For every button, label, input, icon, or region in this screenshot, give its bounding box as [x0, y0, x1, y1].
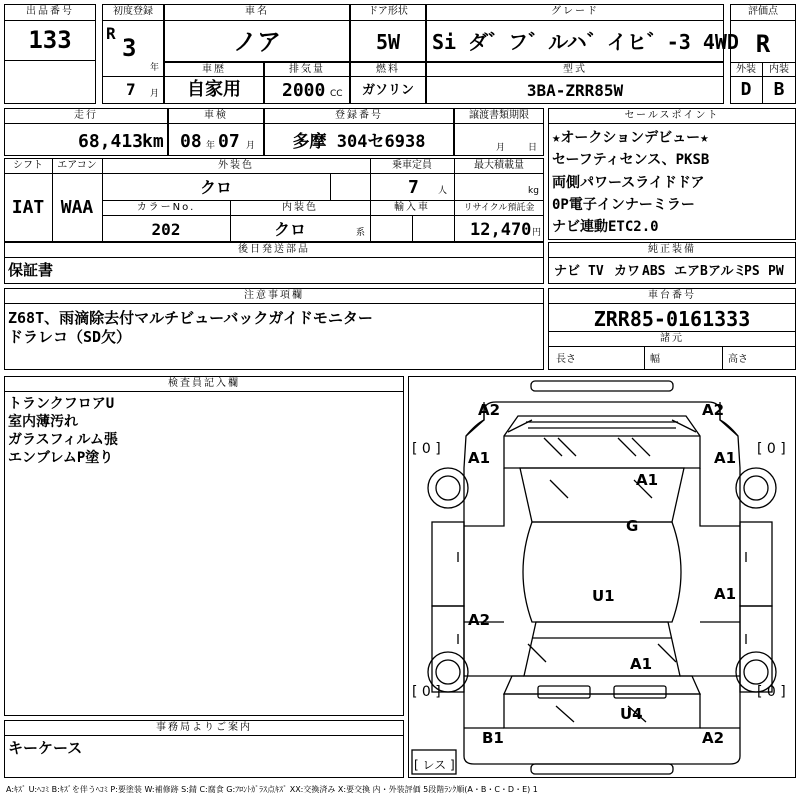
equipment-item: エアB — [674, 264, 708, 279]
plate-number: 多摩 304セ6938 — [292, 132, 426, 152]
inspection-year: 08 — [180, 131, 202, 152]
parts-value: 保証書 — [8, 261, 54, 279]
model-code: 3BA-ZRR85W — [526, 81, 624, 100]
tire-rear-right: [ 0 ] — [757, 684, 786, 700]
interior-grade: B — [773, 79, 785, 100]
height-label: 高さ — [728, 354, 748, 365]
exterior-label: 外装 — [736, 64, 756, 75]
exterior-grade: D — [740, 79, 752, 100]
inspector-label: 検査員記入欄 — [168, 378, 240, 389]
spare-tire: [ レス ] — [414, 758, 455, 772]
office-label: 事務局よりご案内 — [156, 722, 252, 733]
equipment-item: アルミ — [708, 264, 747, 279]
sales-point-item: セーフティセンス、PKSB — [552, 152, 710, 168]
tire-front-right: [ 0 ] — [757, 441, 786, 457]
notes-line: ドラレコ（SD欠） — [8, 328, 132, 346]
tire-rear-left: [ 0 ] — [412, 684, 441, 700]
chassis-label: 車台番号 — [648, 290, 696, 301]
grade: Si ダ゛フ゛ルハ゛イヒ゛-3 4WD — [432, 30, 739, 54]
equipment-item: ABS — [642, 264, 666, 279]
mark-back-door: U4 — [620, 705, 643, 723]
capacity-unit: 人 — [438, 186, 448, 196]
fuel-label: 燃料 — [376, 64, 400, 75]
mileage-label: 走行 — [74, 110, 98, 121]
overall-score: R — [755, 30, 771, 58]
month-unit: 月 — [150, 89, 160, 99]
color-number: 202 — [151, 220, 181, 239]
equipment-label: 純正装備 — [648, 244, 696, 255]
car-name: ノア — [233, 28, 281, 56]
inspection-month: 07 — [218, 131, 240, 152]
sales-point-item: ナビ連動ETC2.0 — [552, 219, 659, 235]
equipment-item: PS — [744, 264, 760, 279]
inspector-line: 室内薄汚れ — [8, 414, 78, 430]
shift: IAT — [11, 197, 45, 218]
color-number-label: カラーNo. — [136, 202, 196, 213]
inspector-line: トランクフロアU — [8, 396, 115, 412]
interior-label: 内装 — [769, 64, 789, 75]
recycle-fee: 12,470 — [470, 220, 532, 240]
mark-rear-right-corner: A2 — [702, 729, 725, 747]
first-registration-label: 初度登録 — [113, 6, 153, 17]
mark-left-rear-door: A2 — [468, 611, 491, 629]
spec-label: 諸元 — [660, 333, 684, 344]
inspector-line: エンブレムP塗り — [8, 450, 114, 466]
exterior-color: クロ — [199, 178, 232, 197]
transfer-month: 月 — [496, 143, 506, 153]
door-type-label: ドア形状 — [368, 6, 408, 17]
import-label: 輸入車 — [394, 202, 430, 213]
recycle-label: リサイクル預託金 — [463, 203, 535, 213]
interior-color-unit: 系 — [356, 228, 366, 238]
interior-color-label: 内装色 — [282, 202, 318, 213]
score-label: 評価点 — [748, 6, 778, 17]
mark-rear-left-corner: B1 — [482, 729, 504, 747]
mileage-unit: km — [142, 131, 164, 152]
mark-rear-glass: A1 — [630, 655, 653, 673]
displacement-label: 排気量 — [289, 64, 325, 75]
chassis-number: ZRR85-0161333 — [593, 307, 751, 331]
inspection-label: 車検 — [204, 110, 228, 121]
lot-number-box — [4, 4, 96, 104]
plate-label: 登録番号 — [335, 110, 383, 121]
shift-label: シフト — [13, 160, 43, 171]
office-value: キーケース — [8, 739, 83, 757]
fuel: ガソリン — [361, 83, 414, 98]
car-name-label: 車名 — [245, 6, 269, 17]
inspector-line: ガラスフィルム張 — [8, 432, 118, 448]
mark-front-right-fender: A1 — [714, 449, 737, 467]
equipment-item: カワ — [614, 264, 641, 279]
equipment-item: PW — [768, 264, 784, 279]
capacity-label: 乗車定員 — [392, 160, 432, 171]
width-label: 幅 — [650, 354, 660, 365]
sales-point-item: 0P電子インナーミラー — [552, 197, 695, 213]
load-label: 最大積載量 — [474, 160, 524, 171]
equipment-item: TV — [588, 264, 604, 279]
mark-windshield: G — [626, 517, 639, 535]
sales-points-label: セールスポイント — [624, 110, 720, 121]
mark-front-left-corner: A2 — [478, 401, 501, 419]
mark-roof: U1 — [592, 587, 615, 605]
interior-color: クロ — [273, 220, 306, 239]
vehicle-diagram — [408, 376, 796, 778]
legend: A:ｷｽﾞ U:ﾍｺﾐ B:ｷｽﾞを伴うﾍｺﾐ P:要塗装 W:補修跡 S:錆 C:腐食 G:ﾌﾛﾝﾄｶﾞﾗｽ点ｷｽﾞ XX:交換済み X:要交換 内・外装評価 5段階ﾗﾝｸ順(A・B・C・D・E) 1 — [6, 785, 538, 794]
parts-label: 後日発送部品 — [238, 244, 310, 255]
transfer-label: 譲渡書類期限 — [469, 110, 529, 121]
recycle-unit: 円 — [532, 228, 542, 238]
door-type: 5W — [375, 30, 401, 54]
first-registration-month: 7 — [126, 80, 136, 99]
equipment-item: ナビ — [554, 264, 581, 279]
sales-point-item: ★オークションデビュー★ — [552, 130, 709, 146]
grade-label: グレード — [551, 6, 599, 17]
mark-front-left-fender: A1 — [468, 449, 491, 467]
tire-front-left: [ 0 ] — [412, 441, 441, 457]
mileage: 68,413 — [78, 131, 144, 152]
inspection-month-unit: 月 — [246, 141, 256, 151]
inspection-year-unit: 年 — [206, 141, 216, 151]
mark-front-right-corner: A2 — [702, 401, 725, 419]
first-registration-year: 3 — [122, 34, 137, 62]
displacement-unit: CC — [330, 89, 343, 99]
capacity: 7 — [408, 177, 419, 198]
year-unit: 年 — [150, 63, 160, 73]
notes-line: Z68T、雨滴除去付マルチビューバックガイドモニター — [8, 309, 373, 327]
transfer-day: 日 — [528, 143, 538, 153]
era-code: R — [106, 24, 116, 43]
ac-label: エアコン — [57, 160, 97, 171]
sales-point-item: 両側パワースライドドア — [552, 175, 705, 191]
history: 自家用 — [187, 79, 241, 100]
notes-label: 注意事項欄 — [244, 290, 304, 301]
displacement: 2000 — [282, 80, 326, 101]
length-label: 長さ — [556, 354, 576, 365]
load-unit: kg — [528, 186, 539, 196]
mark-hood: A1 — [636, 471, 659, 489]
history-label: 車歴 — [202, 64, 226, 75]
lot-number: 133 — [28, 26, 72, 54]
mark-right-rear-door: A1 — [714, 585, 737, 603]
lot-number-label: 出品番号 — [26, 6, 74, 17]
air-conditioner: WAA — [60, 197, 94, 218]
model-label: 型式 — [563, 64, 587, 75]
color-label: 外装色 — [218, 160, 254, 171]
